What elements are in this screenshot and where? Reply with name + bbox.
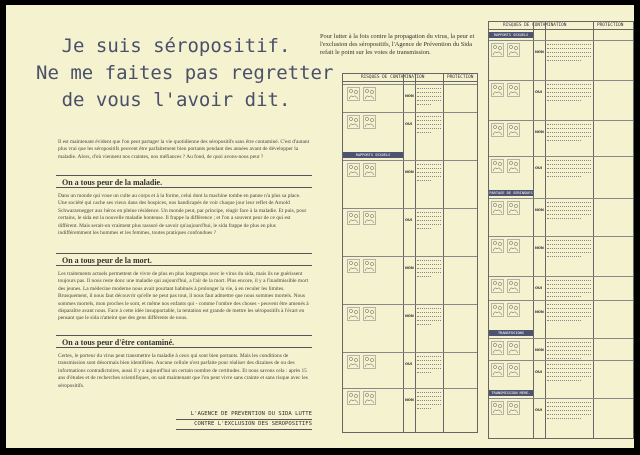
header-protection: PROTECTION [447, 75, 474, 80]
body-figure-icon [363, 306, 376, 320]
transmission-table-right [488, 21, 634, 439]
body-figure-icon [363, 258, 376, 272]
body-figure-icon [347, 210, 360, 224]
table-header [343, 74, 477, 82]
body-figure-icon [347, 86, 360, 100]
category-label-right-3: TRANSFUSIONS SANGUINES [489, 330, 533, 336]
answer-label: OUI [535, 408, 543, 412]
section-text-maladie: Dans un monde qui voue un culte au corps et à la forme, celui dont la machine tombe en panne n'a plus sa place. Une société qui cache ses vieux dans des hospices, nos handicapés de voir chaque jour leur reflet de Arnold Schwarzenegger aux héros en pleine résidence. Un monde peut, par principe, réagir face à la maladie. Et puis, pour certains, le sida est la nouvelle maladie honteuse. Il frappe la différence ; et l'on a souvent peur de ce qui est différent. Mais serait-on vraiment plus rassuré de savoir qu'aujourd'hui, le sida frappe de plus en plus indifféremment les hommes et les femmes, toutes pratiques confondues ? [58, 193, 307, 237]
body-figure-icon [507, 400, 520, 414]
category-label-right-2: PARTAGE DE SERINGUES [489, 191, 533, 195]
body-figure-icon [491, 340, 504, 354]
intro-paragraph: Il est maintenant évident que l'on peut partager la vie quotidienne des séropositifs sans être contaminé. C'est d'autant plus vrai que les séropositifs peuvent être parfaitement bien portants pendant des années avant de développer la maladie. Alors, d'où viennent nos craintes, nos méfiances ? Au fond, de quoi avons-nous peur ? [58, 139, 310, 160]
body-figure-icon [347, 390, 360, 404]
answer-label: NON [535, 348, 544, 352]
answer-label: NON [405, 94, 414, 98]
answer-label: NON [405, 398, 414, 402]
signature [176, 410, 312, 430]
answer-label: OUI [535, 370, 543, 374]
body-figure-icon [491, 238, 504, 252]
category-label-right-1: RAPPORTS SEXUELS [489, 32, 533, 38]
section-text-contamine: Certes, le porteur du virus peut transmettre la maladie à ceux qui sont bien portants. Mais les conditions de transmission sont désormais bien identifiées. Aucune cellule n'est parfaite pour réaliser des dizaines de ou des informations contradictoires, aussi il y a aujourd'hui un certain nombre de certitudes. Et nous savons cela : après 15 ans d'études et de recherches scientifiques, on sait maintenant que l'on peut vivre sans crainte et sans risque avec les séropositifs. [58, 353, 308, 389]
transmission-table-left [342, 73, 478, 433]
body-figure-icon [491, 42, 504, 56]
body-figure-icon [507, 122, 520, 136]
poster [6, 5, 634, 448]
body-figure-icon [491, 362, 504, 376]
answer-label: OUI [405, 362, 413, 366]
body-figure-icon [347, 162, 360, 176]
body-figure-icon [491, 302, 504, 316]
answer-label: OUI [535, 166, 543, 170]
body-figure-icon [491, 200, 504, 214]
header-risks-right: RISQUES DE CONTAMINATION [503, 23, 567, 28]
headline [36, 33, 334, 114]
body-figure-icon [507, 340, 520, 354]
body-figure-icon [507, 158, 520, 172]
right-intro: Pour lutter à la fois contre la propagation du virus, la peur et l'exclusion des séropositifs, l'Agence de Prévention du Sida refait le point sur les voies de transmission. [320, 33, 475, 57]
body-figure-icon [491, 122, 504, 136]
body-figure-icon [363, 86, 376, 100]
category-label-right-4: TRANSMISSION MERE-ENFANT [489, 390, 533, 396]
body-figure-icon [363, 210, 376, 224]
headline-line-3: de vous l'avoir dit. [61, 89, 291, 111]
answer-label: NON [535, 130, 544, 134]
body-figure-icon [347, 354, 360, 368]
body-figure-icon [491, 158, 504, 172]
signature-line-2: CONTRE L'EXCLUSION DES SEROPOSITIFS [176, 420, 312, 430]
body-figure-icon [507, 42, 520, 56]
section-text-mort: Les traitements actuels permettent de vivre de plus en plus longtemps avec le virus du sida, mais ils ne guérissent toujours pas. Il nous reste donc une maladie qui aujourd'hui, a l'air de la mort. Plus encore, il y a l'inadmissible mort des jeunes. La médecine moderne nous avait pourtant habitués à prolonger la vie, à en reculer les limites. Brusquement, il nous faut découvrir qu'elle ne peut pas tout, il nous faut admettre que nous sommes mortels. Nous sommes mortels, mon proches le sont, et même nos enfants qui - comme l'ombre des choses - peuvent être amenés à disparaître avant nous. Face à cette idée insupportable, la tentation est grande de mettre les séropositifs à l'écart en pensant que le sida n'atteint que des gens différents de nous. [58, 271, 309, 322]
body-figure-icon [491, 278, 504, 292]
header-protection-right: PROTECTION [597, 23, 624, 28]
headline-line-2: Ne me faites pas regretter [36, 62, 334, 84]
section-heading-contamine: On a tous peur d'être contaminé. [56, 335, 312, 348]
body-figure-icon [491, 82, 504, 96]
body-figure-icon [491, 400, 504, 414]
answer-label: OUI [535, 286, 543, 290]
body-figure-icon [363, 390, 376, 404]
answer-label: NON [535, 246, 544, 250]
body-figure-icon [347, 306, 360, 320]
answer-label: NON [405, 170, 414, 174]
body-figure-icon [507, 82, 520, 96]
body-figure-icon [347, 258, 360, 272]
answer-label: NON [535, 310, 544, 314]
body-figure-icon [507, 278, 520, 292]
answer-label: OUI [405, 218, 413, 222]
body-figure-icon [507, 238, 520, 252]
answer-label: OUI [405, 122, 413, 126]
body-figure-icon [363, 162, 376, 176]
section-heading-mort: On a tous peur de la mort. [56, 253, 312, 266]
body-figure-icon [363, 114, 376, 128]
body-figure-icon [363, 354, 376, 368]
signature-line-1: L'AGENCE DE PREVENTION DU SIDA LUTTE [176, 410, 312, 420]
body-figure-icon [347, 114, 360, 128]
answer-label: NON [405, 314, 414, 318]
answer-label: NON [535, 208, 544, 212]
section-heading-maladie: On a tous peur de la maladie. [56, 175, 312, 188]
answer-label: NON [535, 50, 544, 54]
answer-label: OUI [535, 90, 543, 94]
answer-label: NON [405, 266, 414, 270]
body-figure-icon [507, 200, 520, 214]
body-figure-icon [507, 362, 520, 376]
headline-line-1: Je suis séropositif. [61, 35, 291, 57]
body-figure-icon [507, 302, 520, 316]
category-label: RAPPORTS SEXUELS [343, 152, 403, 158]
table-header-right [489, 22, 633, 30]
header-risks: RISQUES DE CONTAMINATION [361, 75, 425, 80]
